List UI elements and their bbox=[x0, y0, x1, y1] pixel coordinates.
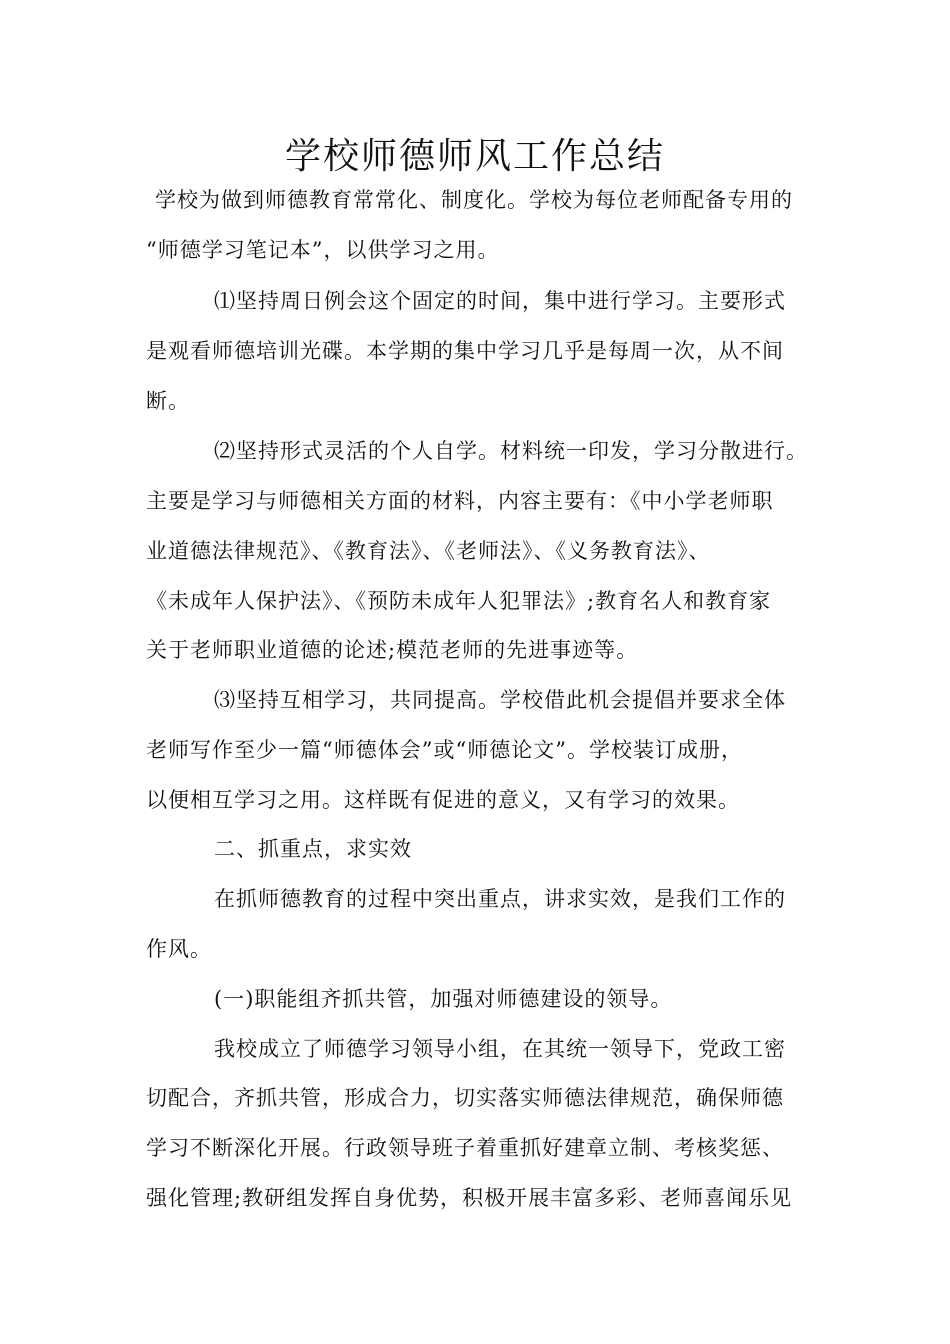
document-title: 学校师德师风工作总结 bbox=[284, 136, 665, 177]
paragraph-line: ⑵坚持形式灵活的个人自学。材料统一印发，学习分散进行。 bbox=[214, 439, 808, 463]
paragraph-line: “师德学习笔记本”，以供学习之用。 bbox=[146, 238, 500, 262]
paragraph-line: 断。 bbox=[146, 389, 190, 413]
subsection-heading: (一)职能组齐抓共管，加强对师德建设的领导。 bbox=[214, 987, 673, 1011]
paragraph-line: 是观看师德培训光碟。本学期的集中学习几乎是每周一次，从不间 bbox=[146, 339, 784, 363]
paragraph-line: 老师写作至少一篇“师德体会”或“师德论文”。学校装订成册， bbox=[146, 738, 743, 762]
paragraph-line: 关于老师职业道德的论述;模范老师的先进事迹等。 bbox=[146, 638, 639, 662]
paragraph-line: 强化管理;教研组发挥自身优势，积极开展丰富多彩、老师喜闻乐见 bbox=[146, 1186, 793, 1210]
paragraph-line: 以便相互学习之用。这样既有促进的意义，又有学习的效果。 bbox=[146, 788, 740, 812]
paragraph-line: 学习不断深化开展。行政领导班子着重抓好建章立制、考核奖惩、 bbox=[146, 1136, 784, 1160]
section-heading: 二、抓重点，求实效 bbox=[214, 837, 412, 861]
paragraph-line: 主要是学习与师德相关方面的材料，内容主要有：《中小学老师职 bbox=[146, 489, 774, 513]
paragraph-line: 学校为做到师德教育常常化、制度化。学校为每位老师配备专用的 bbox=[155, 188, 793, 212]
paragraph-line: 业道德法律规范》、《教育法》、《老师法》、《义务教育法》、 bbox=[146, 539, 711, 563]
paragraph-line: 切配合，齐抓共管，形成合力，切实落实师德法律规范，确保师德 bbox=[146, 1086, 784, 1110]
paragraph-line: 《未成年人保护法》、《预防未成年人犯罪法》;教育名人和教育家 bbox=[146, 589, 772, 613]
paragraph-line: 在抓师德教育的过程中突出重点，讲求实效，是我们工作的 bbox=[214, 887, 786, 911]
paragraph-line: ⑶坚持互相学习，共同提高。学校借此机会提倡并要求全体 bbox=[214, 688, 786, 712]
paragraph-line: 我校成立了师德学习领导小组，在其统一领导下，党政工密 bbox=[214, 1037, 786, 1061]
paragraph-line: ⑴坚持周日例会这个固定的时间，集中进行学习。主要形式 bbox=[214, 289, 786, 313]
paragraph-line: 作风。 bbox=[146, 937, 212, 961]
